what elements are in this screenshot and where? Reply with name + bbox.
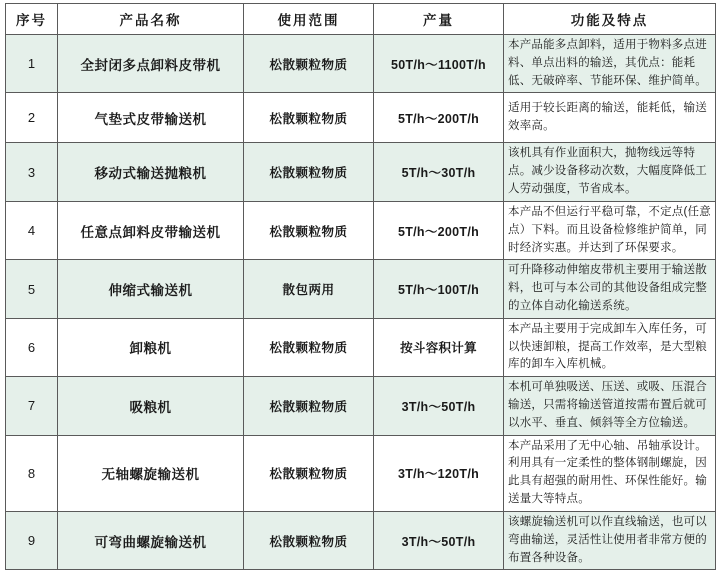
cell-index: 5: [6, 260, 58, 318]
table-row: [6, 143, 716, 201]
table-row: [6, 511, 716, 569]
cell-index: 1: [6, 35, 58, 93]
table-row: [6, 435, 716, 511]
cell-features: 适用于较长距离的输送，能耗低，输送效率高。: [504, 93, 716, 143]
cell-capacity: 5T/h～30T/h: [374, 143, 504, 201]
cell-features: 本产品能多点卸料，适用于物料多点进料、单点出料的输送，其优点：能耗低、无破碎率、节能环保、维护简单。: [504, 35, 716, 93]
cell-product-name: 无轴螺旋输送机: [58, 435, 244, 511]
cell-index: 3: [6, 143, 58, 201]
cell-features: 本产品主要用于完成卸车入库任务，可以快速卸粮，提高工作效率，是大型粮库的卸车入库机械。: [504, 318, 716, 376]
cell-index: 6: [6, 318, 58, 376]
table-row: [6, 260, 716, 318]
cell-scope: 松散颗粒物质: [244, 318, 374, 376]
table-body: [6, 35, 716, 570]
cell-capacity: 5T/h～100T/h: [374, 260, 504, 318]
table-row: [6, 35, 716, 93]
cell-scope: 散包两用: [244, 260, 374, 318]
table-row: [6, 318, 716, 376]
cell-capacity: 按斗容积计算: [374, 318, 504, 376]
cell-product-name: 卸粮机: [58, 318, 244, 376]
cell-scope: 松散颗粒物质: [244, 143, 374, 201]
product-table: [5, 3, 716, 570]
cell-product-name: 可弯曲螺旋输送机: [58, 511, 244, 569]
cell-scope: 松散颗粒物质: [244, 35, 374, 93]
cell-capacity: 5T/h～200T/h: [374, 201, 504, 259]
column-header-features: 功能及特点: [504, 4, 716, 35]
cell-product-name: 气垫式皮带输送机: [58, 93, 244, 143]
cell-features: 可升降移动伸缩皮带机主要用于输送散料，也可与本公司的其他设备组成完整的立体自动化输送系统。: [504, 260, 716, 318]
cell-product-name: 任意点卸料皮带输送机: [58, 201, 244, 259]
cell-scope: 松散颗粒物质: [244, 435, 374, 511]
cell-capacity: 5T/h～200T/h: [374, 93, 504, 143]
cell-features: 本机可单独吸送、压送、或吸、压混合输送，只需将输送管道按需布置后就可以水平、垂直、倾斜等全方位输送。: [504, 377, 716, 435]
cell-features: 本产品采用了无中心轴、吊轴承设计。利用具有一定柔性的整体钢制螺旋，因此具有超强的耐用性、环保性能好。输送量大等特点。: [504, 435, 716, 511]
cell-index: 2: [6, 93, 58, 143]
cell-product-name: 伸缩式输送机: [58, 260, 244, 318]
cell-index: 4: [6, 201, 58, 259]
cell-features: 本产品不但运行平稳可靠，不定点(任意点）下料。而且设备检修维护简单，同时经济实惠。并达到了环保要求。: [504, 201, 716, 259]
table-row: [6, 201, 716, 259]
column-header-capacity: 产量: [374, 4, 504, 35]
cell-capacity: 50T/h～1100T/h: [374, 35, 504, 93]
cell-scope: 松散颗粒物质: [244, 93, 374, 143]
table-row: [6, 377, 716, 435]
cell-index: 8: [6, 435, 58, 511]
cell-scope: 松散颗粒物质: [244, 511, 374, 569]
product-spec-sheet: [5, 3, 715, 570]
cell-index: 7: [6, 377, 58, 435]
column-header-index: 序号: [6, 4, 58, 35]
cell-features: 该机具有作业面积大，抛物线远等特点。减少设备移动次数，大幅度降低工人劳动强度，节省成本。: [504, 143, 716, 201]
cell-index: 9: [6, 511, 58, 569]
table-header: [6, 4, 716, 35]
cell-capacity: 3T/h～50T/h: [374, 377, 504, 435]
cell-capacity: 3T/h～50T/h: [374, 511, 504, 569]
cell-capacity: 3T/h～120T/h: [374, 435, 504, 511]
cell-product-name: 全封闭多点卸料皮带机: [58, 35, 244, 93]
cell-features: 该螺旋输送机可以作直线输送，也可以弯曲输送，灵活性让使用者非常方便的布置各种设备。: [504, 511, 716, 569]
column-header-name: 产品名称: [58, 4, 244, 35]
column-header-scope: 使用范围: [244, 4, 374, 35]
table-row: [6, 93, 716, 143]
cell-scope: 松散颗粒物质: [244, 377, 374, 435]
cell-product-name: 移动式输送抛粮机: [58, 143, 244, 201]
cell-scope: 松散颗粒物质: [244, 201, 374, 259]
cell-product-name: 吸粮机: [58, 377, 244, 435]
header-row: [6, 4, 716, 35]
